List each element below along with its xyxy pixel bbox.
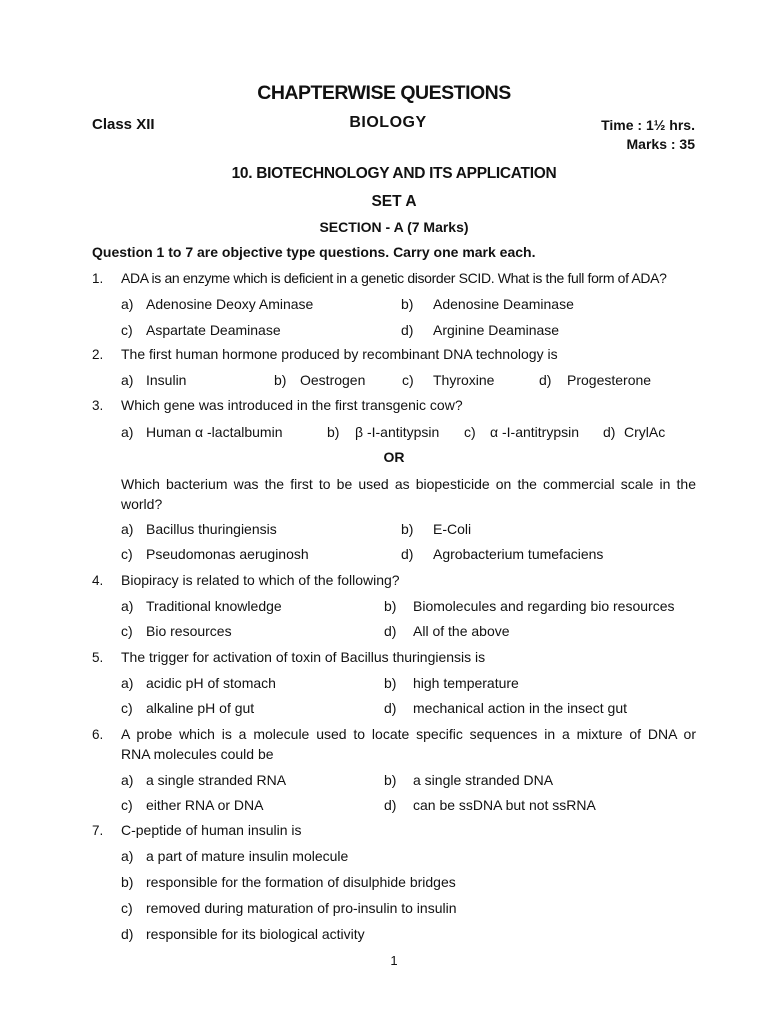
option-text: Adenosine Deaminase [433, 296, 574, 312]
question-text: The first human hormone produced by recombinant DNA technology is [121, 346, 558, 362]
option-letter: d) [401, 322, 414, 338]
page-number: 1 [390, 953, 398, 968]
question-number: 3. [92, 398, 104, 413]
question-text: The trigger for activation of toxin of Bacillus thuringiensis is [121, 649, 486, 665]
question-text-line: A probe which is a molecule used to locate specific sequences in a mixture of DNA or [121, 726, 696, 742]
option-letter: d) [384, 797, 397, 813]
option-letter: b) [121, 874, 134, 890]
option-text: can be ssDNA but not ssRNA [413, 797, 596, 813]
option-letter: c) [464, 424, 476, 440]
option-text: E-Coli [433, 521, 472, 537]
option-text: a part of mature insulin molecule [146, 848, 349, 864]
question-number: 5. [92, 650, 104, 665]
option-letter: d) [539, 372, 552, 388]
marks-label: Marks : 35 [626, 136, 695, 152]
option-text: high temperature [413, 675, 519, 691]
option-text: Traditional knowledge [146, 598, 282, 614]
option-text: Human α -lactalbumin [146, 424, 283, 440]
question-number: 6. [92, 727, 104, 742]
subject-label: BIOLOGY [349, 114, 427, 131]
option-letter: a) [121, 772, 134, 788]
option-text: acidic pH of stomach [146, 675, 276, 691]
option-letter: b) [384, 598, 397, 614]
option-letter: d) [401, 546, 414, 562]
option-letter: c) [402, 372, 414, 388]
option-text: Oestrogen [300, 372, 366, 388]
time-label: Time : 1½ hrs. [601, 117, 695, 133]
option-text: Bio resources [146, 623, 232, 639]
set-heading: SET A [371, 193, 417, 210]
option-letter: a) [121, 296, 134, 312]
option-text: CrylAc [624, 424, 666, 440]
question-text: C-peptide of human insulin is [121, 822, 302, 838]
option-letter: c) [121, 900, 133, 916]
option-letter: b) [384, 675, 397, 691]
option-text: alkaline pH of gut [146, 700, 255, 716]
option-text: a single stranded RNA [146, 772, 287, 788]
option-text: Progesterone [567, 372, 652, 388]
option-text: β -I-antitypsin [355, 424, 440, 440]
option-letter: c) [121, 797, 133, 813]
option-letter: c) [121, 322, 133, 338]
class-label: Class XII [92, 116, 155, 133]
option-letter: a) [121, 372, 134, 388]
option-text: a single stranded DNA [413, 772, 554, 788]
option-letter: b) [401, 296, 414, 312]
page-title: CHAPTERWISE QUESTIONS [257, 82, 511, 104]
option-text: Pseudomonas aeruginosh [146, 546, 309, 562]
option-letter: b) [327, 424, 340, 440]
option-text: Thyroxine [433, 372, 495, 388]
option-text: either RNA or DNA [146, 797, 264, 813]
option-letter: d) [121, 926, 134, 942]
question-text: Biopiracy is related to which of the following? [121, 572, 400, 588]
question-text-line: RNA molecules could be [121, 746, 274, 762]
option-letter: c) [121, 623, 133, 639]
option-text: responsible for its biological activity [146, 926, 365, 942]
option-letter: a) [121, 598, 134, 614]
option-text: Adenosine Deoxy Aminase [146, 296, 314, 312]
question-text-alternative: Which bacterium was the first to be used as biopesticide on the commercial scale in the world? [121, 476, 696, 512]
option-letter: d) [603, 424, 616, 440]
option-letter: d) [384, 700, 397, 716]
option-text: Bacillus thuringiensis [146, 521, 277, 537]
instruction-text: Question 1 to 7 are objective type questions. Carry one mark each. [92, 244, 536, 260]
chapter-heading: 10. BIOTECHNOLOGY AND ITS APPLICATION [231, 165, 557, 182]
option-letter: b) [384, 772, 397, 788]
option-text: mechanical action in the insect gut [413, 700, 628, 716]
option-letter: a) [121, 424, 134, 440]
option-text: removed during maturation of pro-insulin to insulin [146, 900, 457, 916]
option-letter: a) [121, 848, 134, 864]
option-letter: c) [121, 546, 133, 562]
option-letter: c) [121, 700, 133, 716]
option-text: All of the above [413, 623, 510, 639]
option-text: Biomolecules and regarding bio resources [413, 598, 675, 614]
option-letter: a) [121, 675, 134, 691]
question-number: 7. [92, 823, 104, 838]
question-number: 2. [92, 347, 104, 362]
question-text: ADA is an enzyme which is deficient in a genetic disorder SCID. What is the full form of ADA? [121, 270, 667, 286]
option-text: α -I-antitrypsin [490, 424, 580, 440]
option-letter: a) [121, 521, 134, 537]
option-letter: b) [401, 521, 414, 537]
or-separator: OR [383, 449, 405, 465]
option-text: responsible for the formation of disulphide bridges [146, 874, 456, 890]
option-text: Insulin [146, 372, 187, 388]
option-letter: d) [384, 623, 397, 639]
question-number: 1. [92, 271, 104, 286]
option-text: Agrobacterium tumefaciens [433, 546, 604, 562]
question-text: Which gene was introduced in the first transgenic cow? [121, 397, 463, 413]
option-text: Arginine Deaminase [433, 322, 560, 338]
option-letter: b) [274, 372, 287, 388]
option-text: Aspartate Deaminase [146, 322, 281, 338]
question-number: 4. [92, 573, 104, 588]
section-heading: SECTION - A (7 Marks) [319, 219, 469, 235]
